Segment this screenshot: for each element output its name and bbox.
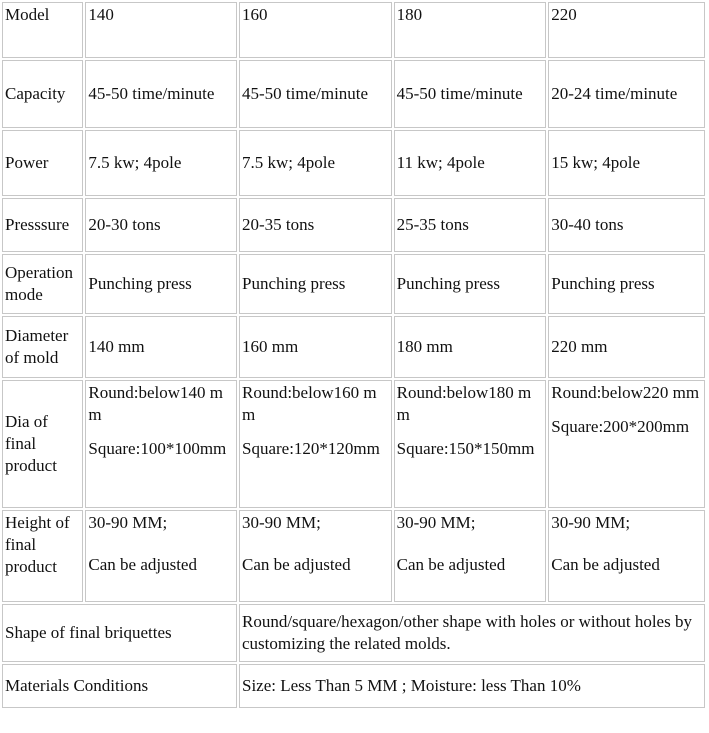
table-row-power [2,130,705,196]
height-range-text: 30-90 MM; [551,513,631,532]
table-cell: 20-24 time/minute [548,60,705,128]
row-label-line: final [5,535,37,554]
row-label: Capacity [2,60,83,128]
row-label-line: mode [5,285,43,304]
table-cell: Punching press [548,254,705,314]
height-range-text: 30-90 MM; [396,513,476,532]
table-cell: Punching press [394,254,547,314]
table-cell: 45-50 time/minute [85,60,237,128]
table-row-dia-final [2,380,705,508]
row-label-line: Height of [5,513,70,532]
table-cell: 30-40 tons [548,198,705,252]
table-cell [394,380,547,508]
table-cell: 25-35 tons [394,198,547,252]
table-cell [239,510,392,602]
row-label: Materials Conditions [2,664,237,708]
row-label-line: Operation [5,263,73,282]
table-cell: 160 mm [239,316,392,378]
round-size-text: Round:below140 mm [88,383,223,424]
table-row-materials [2,664,705,708]
table-row-diameter [2,316,705,378]
header-140: 140 [85,2,237,58]
table-cell [548,510,705,602]
square-size-text: Square:120*120mm [242,439,380,458]
row-label-line: of mold [5,348,59,367]
round-size-text: Round:below160 mm [242,383,377,424]
row-label [2,380,83,508]
round-size-text: Round:below180 mm [396,383,532,424]
row-label [2,510,83,602]
table-row-operation [2,254,705,314]
table-cell [85,380,237,508]
table-row-shape [2,604,705,662]
square-size-text: Square:100*100mm [88,439,227,458]
table-cell [394,510,547,602]
row-label-line: Dia of [5,412,48,431]
row-label: Power [2,130,83,196]
table-row-height-final [2,510,705,602]
table-cell: 220 mm [548,316,705,378]
height-range-text: 30-90 MM; [88,513,168,532]
table-cell: 180 mm [394,316,547,378]
table-cell [548,380,705,508]
row-label: Presssure [2,198,83,252]
row-label [2,316,83,378]
adjustable-text: Can be adjusted [396,555,506,574]
adjustable-text: Can be adjusted [88,555,197,574]
table-header-row [2,2,705,58]
table-row-pressure [2,198,705,252]
row-label-line: final [5,434,37,453]
table-cell [85,510,237,602]
height-range-text: 30-90 MM; [242,513,321,532]
row-label [2,254,83,314]
table-cell: 7.5 kw; 4pole [85,130,237,196]
square-size-text: Square:150*150mm [396,439,535,458]
header-220: 220 [548,2,705,58]
table-cell: Size: Less Than 5 MM ; Moisture: less Than 10% [239,664,705,708]
table-cell: 45-50 time/minute [394,60,547,128]
square-size-text: Square:200*200mm [551,417,690,436]
row-label-line: product [5,557,57,576]
table-cell: 15 kw; 4pole [548,130,705,196]
table-cell: 140 mm [85,316,237,378]
table-cell: Punching press [85,254,237,314]
table-cell: 11 kw; 4pole [394,130,547,196]
row-label-line: Diameter [5,326,69,345]
header-160: 160 [239,2,392,58]
row-label: Shape of final briquettes [2,604,237,662]
table-cell: Punching press [239,254,392,314]
table-row-capacity [2,60,705,128]
header-model: Model [2,2,83,58]
adjustable-text: Can be adjusted [242,555,351,574]
round-size-text: Round:below220 mm [551,383,700,402]
table-cell: 20-35 tons [239,198,392,252]
table-cell: 45-50 time/minute [239,60,392,128]
table-cell: 7.5 kw; 4pole [239,130,392,196]
table-cell: 20-30 tons [85,198,237,252]
adjustable-text: Can be adjusted [551,555,660,574]
table-cell [239,380,392,508]
row-label-line: product [5,456,57,475]
table-cell: Round/square/hexagon/other shape with holes or without holes by customizing the related molds. [239,604,705,662]
header-180: 180 [394,2,547,58]
